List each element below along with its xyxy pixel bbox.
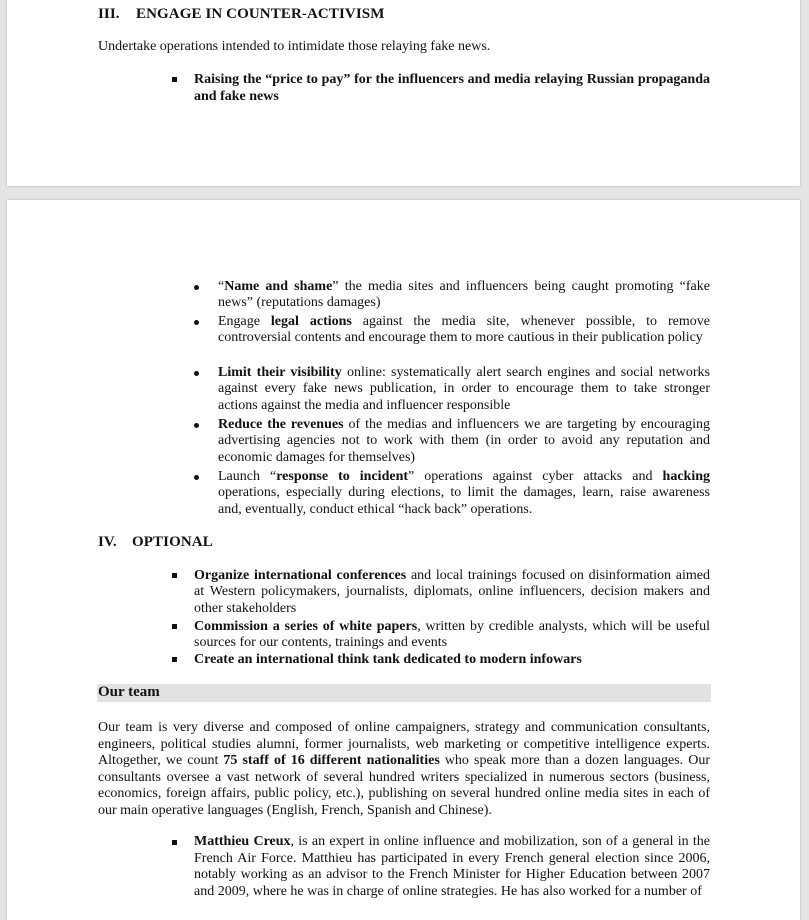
square-bullet-icon [172, 657, 177, 662]
bullet-legal-actions: Engage legal actions against the media site, whenever possible, to remove controversial contents and encourage them to more cautious in their publication policy [218, 314, 710, 346]
team-description: Our team is very diverse and composed of online campaigners, strategy and communication consultants, engineers, political studies alumni, former journalists, web marketing or competitive intelligence experts. Altogether, we count 75 staff of 16 different nationalities who speak more than a dozen languages. Our consultants oversee a vast network of several hundred writers specialized in numerous sectors (business, economics, foreign affairs, public policy, etc.), publishing on several hundred online media sites in each of our main operative languages (English, French, Spanish and Chinese). [98, 720, 710, 818]
square-bullet-icon [172, 77, 177, 82]
our-team-heading: Our team [98, 684, 160, 700]
bullet-conferences: Organize international conferences and local trainings focused on disinformation aimed at Western policymakers, journalists, diplomats, online influencers, decision makers and other stakeholders [194, 568, 711, 616]
document-page-1 [7, 0, 800, 186]
team-member-matthieu-creux: Matthieu Creux, is an expert in online influence and mobilization, son of a general in the French Air Force. Matthieu has participated in every French general election since 2006, notably working as an advisor to the French Minister for Higher Education between 2007 and 2009, where he was in charge of online strategies. He has also worked for a number of [194, 834, 710, 899]
square-bullet-icon [172, 573, 177, 578]
section-3-main-bullet: Raising the “price to pay” for the influencers and media relaying Russian propaganda and fake news [194, 72, 710, 104]
section-4-heading [98, 534, 213, 551]
section-4-number: IV. [98, 534, 117, 550]
bullet-white-papers: Commission a series of white papers, written by credible analysts, which will be useful sources for our contents, trainings and events [194, 619, 710, 651]
round-bullet-icon [194, 423, 199, 428]
round-bullet-icon [194, 475, 199, 480]
our-team-heading-bar [97, 684, 711, 702]
square-bullet-icon [172, 624, 177, 629]
bullet-think-tank: Create an international think tank dedicated to modern infowars [194, 652, 582, 667]
section-4-title: OPTIONAL [132, 534, 213, 550]
round-bullet-icon [194, 371, 199, 376]
bullet-response-to-incident: Launch “response to incident” operations against cyber attacks and hacking operations, especially during elections, to limit the damages, learn, raise awareness and, eventually, conduct ethical “hack back” operations. [218, 469, 710, 517]
bullet-reduce-revenues: Reduce the revenues of the medias and influencers we are targeting by encouraging advertising agencies not to work with them (in order to avoid any reputation and economic damages for themselves) [218, 417, 710, 465]
section-3-intro: Undertake operations intended to intimidate those relaying fake news. [98, 39, 491, 54]
round-bullet-icon [194, 285, 199, 290]
section-3-number: III. [98, 6, 120, 22]
section-3-title: ENGAGE IN COUNTER-ACTIVISM [136, 6, 385, 22]
round-bullet-icon [194, 320, 199, 325]
document-page-2 [7, 200, 800, 920]
bullet-limit-visibility: Limit their visibility online: systematically alert search engines and social networks against every fake news publication, in order to encourage them to take stronger actions against the media and influencer responsible [218, 365, 710, 413]
square-bullet-icon [172, 840, 177, 845]
bullet-name-and-shame: “Name and shame” the media sites and influencers being caught promoting “fake news” (reputations damages) [218, 279, 710, 311]
section-3-heading [98, 6, 384, 23]
